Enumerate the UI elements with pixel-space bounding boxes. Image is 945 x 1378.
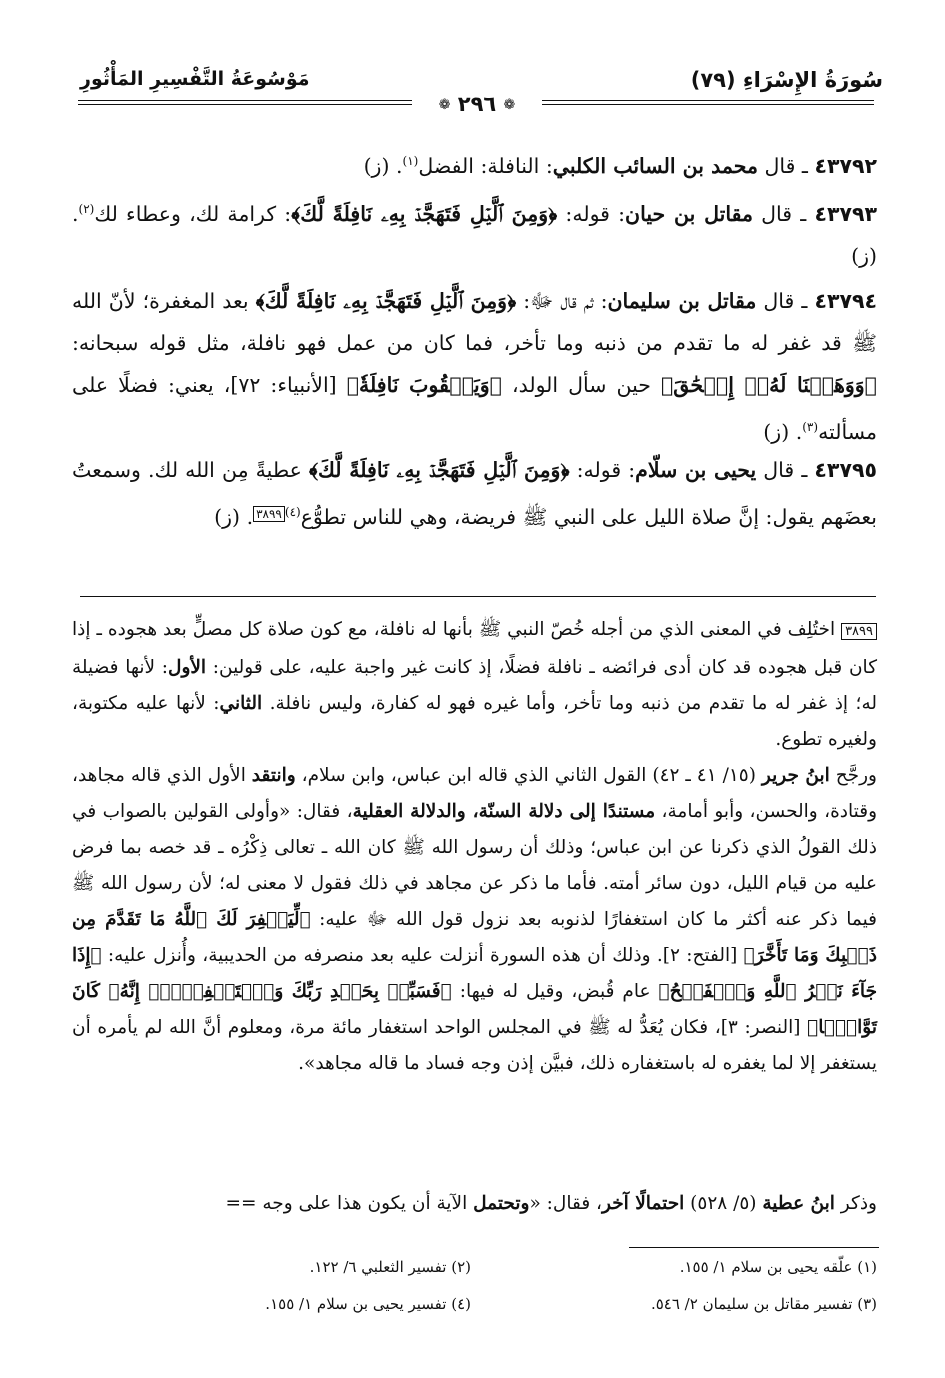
quran-verse: ﴿فَسَبِّحۡ بِحَمۡدِ رَبِّكَ وَٱسۡتَغۡفِرۡهُۚ إِنَّهُۥ كَانَ تَوَّابَۢا﴾ [72, 981, 877, 1038]
commentary-text: (١٥/ ٤١ ـ ٤٢) القول الثاني الذي قاله ابن عباس، وابن سلام، [295, 765, 762, 786]
commentary-text: ورجَّح [829, 765, 877, 786]
footnote-4: (٤) تفسير يحيى بن سلام ١/ ١٥٥. [265, 1295, 471, 1313]
entry-source-code: . (ز) [214, 504, 254, 529]
commentary-bold: الثاني [219, 693, 263, 714]
entry-source-code: . (ز) [763, 419, 803, 444]
quran-verse: ﴿وَمِنَ ٱلَّيۡلِ فَتَهَجَّدۡ بِهِۦ نَافِلَةً لَّكَ﴾ [291, 201, 558, 226]
ornament-icon: ❁ [503, 97, 516, 113]
entry-source-code: . (ز) [363, 153, 403, 178]
entry-number: ٤٣٧٩٣ [814, 201, 877, 226]
entry-43793 [72, 188, 877, 277]
entry-text: : كرامة لك، وعطاء لك [94, 201, 292, 226]
quran-verse: ﴿وَوَهَبۡنَا لَهُۥٓ إِسۡحَٰقَ﴾ [660, 373, 877, 397]
commentary-text: : لأنها فضيلة له؛ إذ غفر له ما تقدم من ذنبه وما تأخر، وأما غيره فهو له كفارة، وليس نافلة. [72, 657, 877, 714]
commentary-text: عام قُبض، وقيل له فيها: [451, 981, 659, 1002]
commentary-text: [النصر: ٣]، فكان يُعَدُّ له ﷺ في المجلس الواحد استغفار مائة مرة، ومعلوم أنَّ الله لم يأمره أن يستغفر إلا لما يغفره له باستغفاره ذلك، فبيَّن إذن وجه فساد ما قاله مجاهد». [72, 1017, 877, 1074]
surah-title: سُورَةُ الإِسْرَاءِ (٧٩) [690, 68, 883, 92]
footnote-marker: (٢) [78, 202, 95, 216]
entry-text: ـ قال [757, 153, 815, 178]
ornament-icon: ❁ [438, 97, 451, 113]
commentary-text: ، فقال: « [529, 1193, 603, 1214]
entry-text: ـ قال [752, 201, 815, 226]
quran-verse: ﴿وَمِنَ ٱلَّيۡلِ فَتَهَجَّدۡ بِهِۦ نَافِلَةً لَّكَ﴾ [308, 458, 570, 482]
entry-source-code: . (ز) [72, 201, 877, 268]
quran-verse: ﴿وَيَعۡقُوبَ نَافِلَةٗ﴾ [346, 373, 502, 397]
commentary-text: [الفتح: ٢]. وذلك أن هذه السورة أنزلت عليه بعد منصرفه من الحديبية، وأُنزل عليه: [101, 945, 744, 966]
entry-number: ٤٣٧٩٢ [814, 153, 877, 178]
page-number: ٢٩٦ [457, 92, 497, 116]
commentary-paragraph-3 [72, 1186, 877, 1222]
scholar-name: ابنُ عطية [762, 1193, 835, 1214]
footnote-marker: (٤) [284, 505, 301, 519]
commentary-text: : لأنها عليه مكتوبة، ولغيره تطوع. [72, 693, 877, 750]
commentary-reference-box: ٣٨٩٩ [841, 623, 877, 640]
entry-text: عطيةً مِن الله لك. وسمعتُ بعضَهم يقول: إنَّ صلاة الليل على النبي ﷺ فريضة، وهي للناس تطوُّع [72, 458, 877, 529]
footnote-marker: (١) [402, 154, 419, 168]
book-title: مَوْسُوعَةُ التَّفْسِيرِ المَأْثُورِ [80, 68, 310, 90]
footnote-2: (٢) تفسير الثعلبي ٦/ ١٢٢. [309, 1258, 471, 1276]
commentary-text: وذكر [834, 1193, 877, 1214]
commentary-text: اختُلِف في المعنى الذي من أجله خُصّ النبي ﷺ بأنها له نافلة، مع كون صلاة كل مصلٍّ بعد هجوده ـ إذا كان قبل هجوده قد كان أدى فرائضه ـ نافلة فضلًا، إذ كانت غير واجبة عليه، على قولين: [72, 619, 877, 678]
entry-43794 [72, 280, 877, 453]
commentary-paragraph-2 [72, 758, 877, 1082]
narrator-name: مقاتل بن حيان [625, 201, 753, 226]
footnote-divider [629, 1247, 879, 1248]
commentary-text: (٥/ ٥٢٨) [684, 1193, 763, 1214]
commentary-text: الآية أن يكون هذا على وجه == [225, 1193, 474, 1214]
commentary-text: الأول الذي قاله مجاهد، وقتادة، والحسن، وأبو أمامة، [72, 765, 878, 822]
entry-number: ٤٣٧٩٥ [814, 458, 877, 482]
entry-text: : قوله: [557, 201, 626, 226]
commentary-bold: مستندًا إلى دلالة السنّة، والدلالة العقلية [352, 801, 656, 822]
entry-text: : قوله: [569, 458, 636, 482]
section-divider [80, 596, 876, 597]
entry-text: ـ قال [756, 458, 815, 482]
quran-verse: ﴿إِذَا جَآءَ نَصۡرُ ٱللَّهِ وَٱلۡفَتۡحُ﴾ [72, 945, 878, 1002]
footnote-marker: (٣) [802, 420, 819, 434]
entry-text: ـ قال [756, 289, 815, 313]
page-number-box [412, 92, 542, 118]
cross-reference-box[interactable]: ٣٨٩٩ [253, 506, 285, 522]
entry-43792 [72, 140, 877, 187]
entry-number: ٤٣٧٩٤ [814, 289, 878, 313]
commentary-bold: الأول [168, 657, 207, 678]
entry-43795 [72, 449, 877, 538]
quran-verse: ﴿لِّيَغۡفِرَ لَكَ ٱللَّهُ مَا تَقَدَّمَ مِن ذَنۢبِكَ وَمَا تَأَخَّرَ﴾ [72, 909, 877, 966]
commentary-bold: احتمالًا آخر [602, 1193, 685, 1214]
footnote-3: (٣) تفسير مقاتل بن سليمان ٢/ ٥٤٦. [650, 1295, 877, 1313]
narrator-name: محمد بن السائب الكلبي [552, 153, 758, 178]
commentary-bold: وانتقد [251, 765, 296, 786]
entry-text: [الأنبياء: ٧٢]، يعني: فضلًا على مسألته [72, 373, 877, 444]
quran-verse: ﴿وَمِنَ ٱلَّيۡلِ فَتَهَجَّدۡ بِهِۦ نَافِلَةً لَّكَ﴾ [255, 289, 517, 313]
footnote-1: (١) علّقه يحيى بن سلام ١/ ١٥٥. [679, 1258, 877, 1276]
entry-text: : ثم قال ﷻ: [516, 289, 608, 313]
narrator-name: يحيى بن سلّام [635, 458, 757, 482]
commentary-paragraph-1 [72, 612, 877, 758]
commentary-text: ، فقال: «وأولى القولين بالصواب في ذلك القولُ الذي ذكرنا عن ابن عباس؛ وذلك أن رسول الله ﷺ كان الله ـ تعالى ذِكْرُه ـ قد خصه بما فرض عليه من قيام الليل، دون سائر أمته. فأما ما ذكر عن مجاهد في ذلك فقول لا معنى له؛ لأن رسول الله ﷺ فيما ذكر عنه أكثر ما كان استغفارًا لذنوبه بعد نزول قول الله ﷻ عليه: [72, 801, 877, 930]
narrator-name: مقاتل بن سليمان [607, 289, 757, 313]
commentary-bold: وتحتمل [473, 1193, 530, 1214]
entry-text: بعد المغفرة؛ لأنّ الله ﷺ قد غفر له ما تقدم من ذنبه وما تأخر، فما كان من عمل فهو نافلة، مثل قوله سبحانه: [72, 289, 877, 355]
entry-text: : النافلة: الفضل [418, 153, 553, 178]
entry-text: حين سأل الولد، [501, 373, 661, 397]
scholar-name: ابنُ جرير [761, 765, 830, 786]
